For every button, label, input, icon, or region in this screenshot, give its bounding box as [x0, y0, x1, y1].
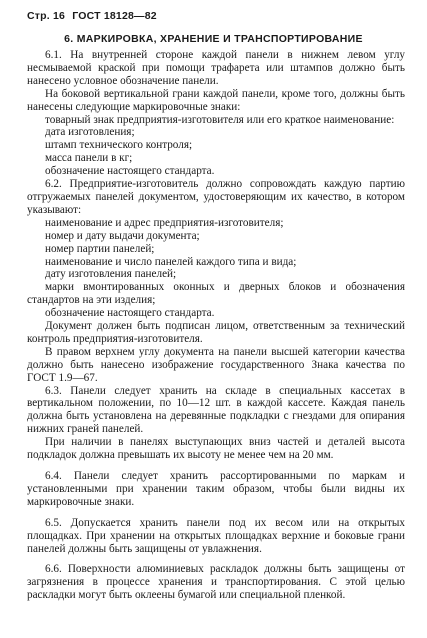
paragraph-6-4: 6.4. Панели следует хранить рассортированными по маркам и установленными при хранении таким образом, чтобы были видны их маркировочные знаки.: [27, 470, 405, 508]
page-number: Стр. 16: [27, 10, 66, 22]
paragraph-6-3-supports: При наличии в панелях выступающих вниз частей и деталей высота подкладок должна превышать их высоту не менее чем на 20 мм.: [27, 436, 405, 462]
list-item-manufacturer: наименование и адрес предприятия-изготовителя;: [45, 216, 284, 229]
list-item-stamp: штамп технического контроля;: [45, 139, 193, 152]
paragraph-6-5: 6.5. Допускается хранить панели под их весом или на открытых площадках. При хранении на открытых площадках верхние и боковые грани панелей должны быть защищены от увлажнения.: [27, 516, 405, 555]
list-item-standard-designation: обозначение настоящего стандарта.: [45, 307, 215, 320]
paragraph-6-6: 6.6. Поверхности алюминиевых раскладок должны быть защищены от загрязнения в процессе хранения и транспортирования. С этой целью раскладки могут быть оклеены бумагой или специальной пленкой.: [27, 563, 405, 602]
paragraph-6-1-side-marking: На боковой вертикальной грани каждой панели, кроме того, должны быть нанесены следующие маркировочные знаки:: [27, 87, 405, 113]
list-item-date: дата изготовления;: [45, 126, 135, 139]
paragraph-6-2-quality-mark: В правом верхнем углу документа на панели высшей категории качества должно быть нанесено изображение государственного Знака качества по ГОСТ 1.9—67.: [27, 345, 405, 384]
page-header: [27, 10, 161, 22]
list-item-document-number: номер и дату выдачи документа;: [45, 229, 200, 242]
section-title: 6. МАРКИРОВКА, ХРАНЕНИЕ И ТРАНСПОРТИРОВАНИЕ: [64, 33, 363, 45]
list-item-batch-number: номер партии панелей;: [45, 242, 155, 255]
list-item-mass: масса панели в кг;: [45, 152, 133, 165]
standard-number: ГОСТ 18128—82: [72, 10, 157, 22]
list-item-manufacture-date: дату изготовления панелей;: [45, 268, 177, 281]
list-item-standard: обозначение настоящего стандарта.: [45, 165, 215, 178]
paragraph-6-1: 6.1. На внутренней стороне каждой панели в нижнем левом углу несмываемой краской при помощи трафарета или штампов должно быть нанесено условное обозначение панели.: [27, 49, 405, 87]
list-item-window-door-blocks: марки вмонтированных оконных и дверных блоков и обозначения стандартов на эти изделия;: [27, 281, 405, 307]
paragraph-6-3: 6.3. Панели следует хранить на складе в специальных кассетах в вертикальном положении, по 10—12 шт. в каждой кассете. Каждая панель должна быть установлена на деревянные подкладки с гнездами для опирания нижних граней панелей.: [27, 384, 405, 436]
paragraph-6-2: 6.2. Предприятие-изготовитель должно сопровождать каждую партию отгружаемых панелей документом, удостоверяющим их качество, в котором указывают:: [27, 178, 405, 216]
paragraph-6-1-trademark: товарный знак предприятия-изготовителя или его краткое наименование:: [45, 113, 395, 126]
list-item-panel-count: наименование и число панелей каждого типа и вида;: [45, 255, 297, 268]
paragraph-6-2-signature: Документ должен быть подписан лицом, ответственным за технический контроль предприятия-изготовителя.: [27, 320, 405, 345]
document-body: [27, 49, 405, 602]
